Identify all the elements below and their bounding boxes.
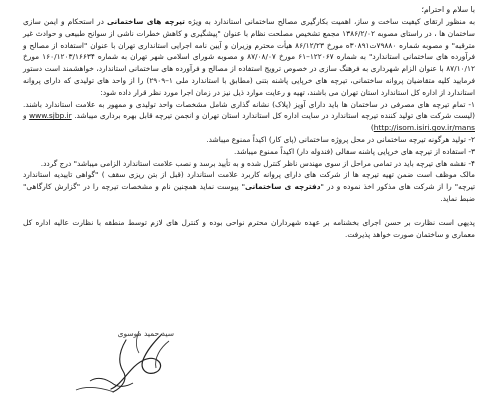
item-1-text: ۱- تمام تیرچه های مصرفی در ساختمان ها باید دارای آویز (پلاک) نشانه گذاری شامل مشخصات واحد تولیدی و ممهور به علامت استاندارد باشند. (لیست شرکت های تولید کننده تیرچه استاندارد در سایت اداره کل استاندارد استان تهران و انجمن تیرچه قابل بهره برداری میباشد. xyxy=(23,99,475,121)
intro-highlight: تیرچه های ساختمانی xyxy=(107,17,185,26)
intro-rest: در استحکام و ایمن سازی ساختمان ها ، در راستای مصوبه ۱۳۸۶/۲/۰۲ مجمع تشخیص مصلحت نظام با عنوان "پیشگیری و کاهش خطرات ناشی از سوانح طبیعی و حوادث غیر مترقبه" و مصوبه شماره ۷۹۸۸۰ت۳۰۸۹۱ه مورخ ۸۶/۱۲/۲۳ هیأت محترم وزیران و آیین نامه اجرایی استانداری تهران با عنوان "استفاده از مصالح و فرآورده های ساختمانی استاندارد" به شماره ۱۲۲۰۶۷–۶۱ مورخ ۸۷/۰۸/۰۷ و مصوبه شورای اسلامی شهر تهران به شماره ۱۶۰/۱۲۰۳/۱۶۶۳۴ مورخ ۸۷/۱۰/۱۲ با عنوان الزام شهرداری به فرهنگ سازی در خصوص ترویج استفاده از مصالح و فرآورده های ساختمانی استاندارد، خواهشمند است دستور فرمایید کلیه متقاضیان پروانه ساختمانی، تیرچه های خرپایی پاشنه بتنی (مطابق با استاندارد ملی ۱–۲۹۰۹) را از واحد های تولیدی که دارای پروانه استاندارد از اداره کل استاندارد استان تهران می باشند، تهیه و رعایت موارد ذیل نیز در زمان اجرا مورد نظر قرار داده شود: xyxy=(23,17,476,97)
note-text-1: مالک موظف است ضمن تهیه تیرچه ها از شرکت های دارای پروانه کاربرد علامت استاندارد (قبل از بتن ریزی سقف ) "گواهی تاییدیه استاندارد تیرچه" را از شرکت های مذکور اخذ نموده و در " xyxy=(23,170,475,192)
intro-paragraph xyxy=(23,16,475,99)
list-item-4: ۴- نقشه های تیرچه باید در تمامی مراحل از سوی مهندس ناظر کنترل شده و به تأیید برسد و نصب علامت استاندارد الزامی میباشد" درج گردد. xyxy=(40,158,475,168)
signature xyxy=(70,326,180,398)
closing-paragraph: پدیهی است نظارت بر حسن اجرای بخشنامه بر عهده شهرداران محترم نواحی بوده و کنترل های لازم توسط منطقه با نظارت عالیه اداره کل معماری و ساختمان صورت خواهد پذیرفت. xyxy=(23,217,475,239)
link-isiri[interactable]: http://isom.isiri.gov.ir/mans xyxy=(373,123,475,133)
note-highlight: دفترچه ی ساختمانی xyxy=(244,182,321,192)
list-item-3: ۳- استفاده از تیرچه های خرپایی پاشنه سفالی (فندوله دار) اکیداً ممنوع میباشد. xyxy=(233,146,475,156)
note-text-2: " پیوست نماید همچنین نام و مشخصات تیرچه را در "گزارش کارگاهی" ضبط نماید. xyxy=(23,182,475,203)
intro-lead: به منظور ارتقای کیفیت ساخت و ساز، اهمیت بکارگیری مصالح ساختمانی استاندارد به ویژه xyxy=(188,17,476,26)
note-paragraph xyxy=(23,169,475,204)
signature-name: سید حمید موسوی xyxy=(117,329,174,338)
item-1-sep: و xyxy=(23,111,30,121)
letter-body xyxy=(23,16,475,240)
list-item-1 xyxy=(23,99,475,134)
item-1-tail: ) xyxy=(370,123,374,133)
list-item-2: ۲- تولید هرگونه تیرچه ساختمانی در محل پروژه ساختمانی (پای کار) اکیداً ممنوع میباشد. xyxy=(206,134,475,144)
link-sjbp[interactable]: www.sjbp.ir xyxy=(29,111,72,121)
greeting: با سلام و احترام؛ xyxy=(421,5,475,14)
